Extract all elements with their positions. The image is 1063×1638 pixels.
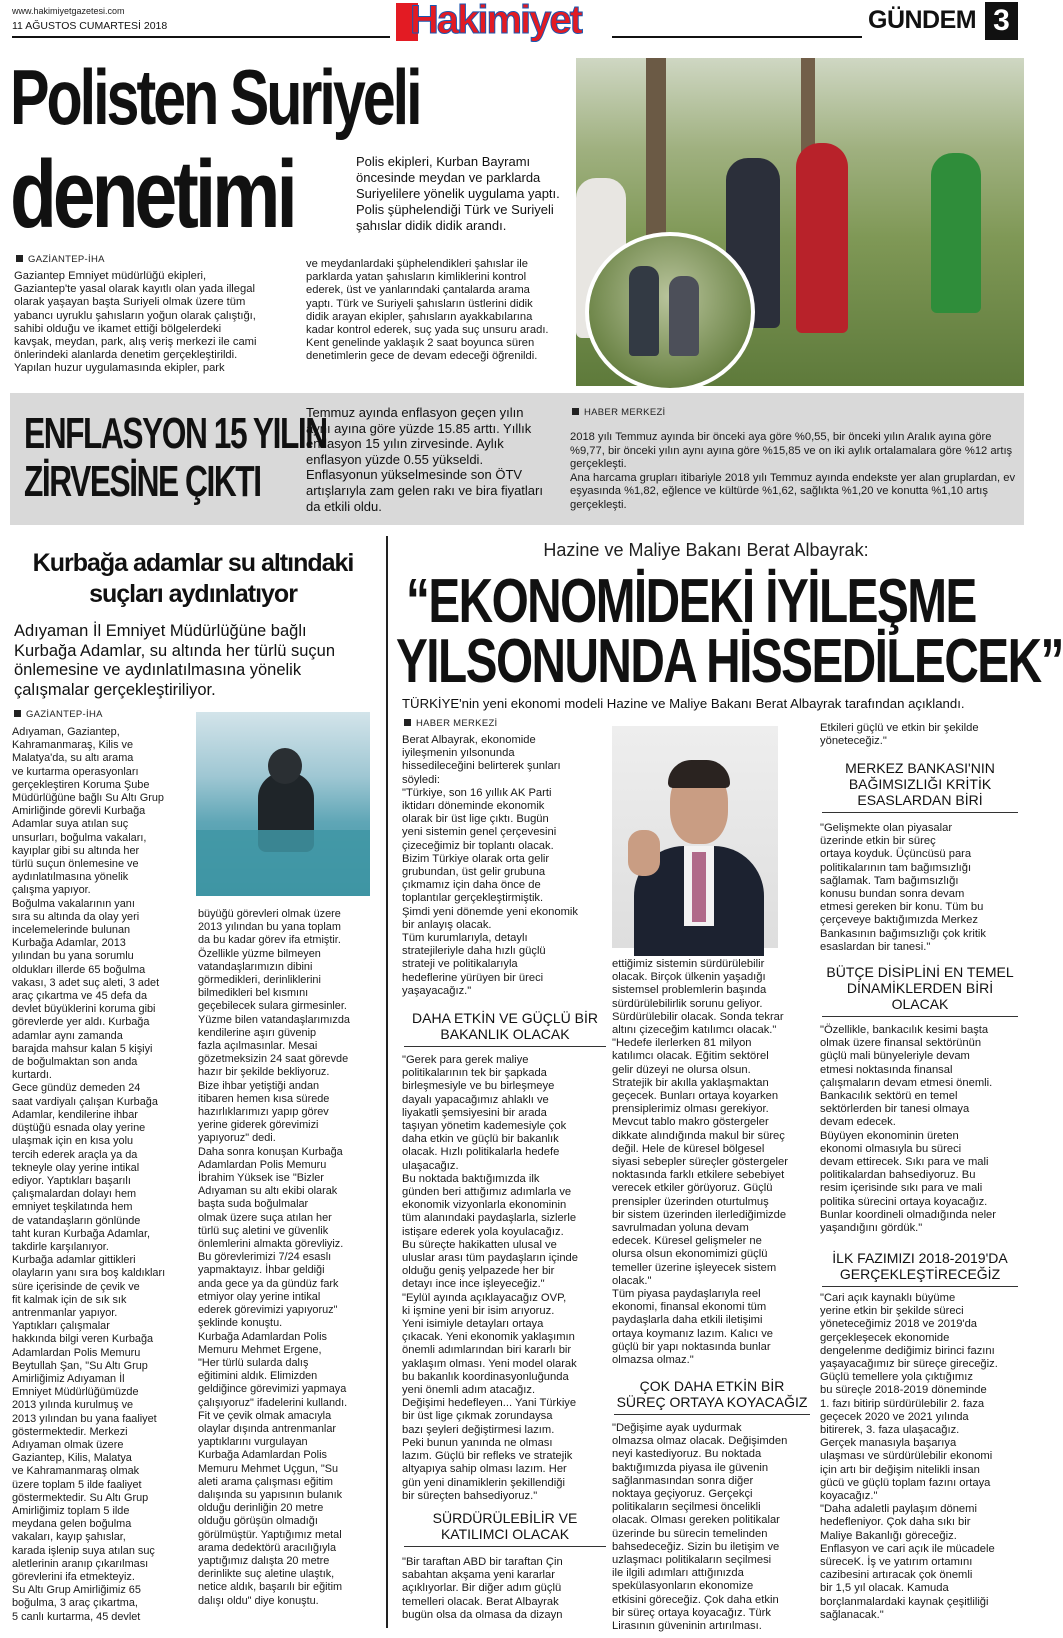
story1-headline-line2: denetimi xyxy=(10,141,294,248)
logo[interactable] xyxy=(396,0,602,44)
person-green-worker xyxy=(931,153,981,313)
person-red-shirt xyxy=(796,143,848,333)
story2-band xyxy=(10,393,1024,525)
story4-col2b: "Değişime ayak uydurmak olmazsa olmaz olacak. Değişimden neyi kastediyoruz. Bu noktada baktığımızda piyasa ile güvenin sağlanmasından sonra diğer noktaya geçiyoruz. Gerçekçi politikaların seçilmesi öncelikli olacak. Olması gereken politikalar üzerinde bu sürecin temelinden bahsedeceğiz. Sizin bu iletişim ve uzlaşmacı politikaların seçilmesi ile ilgili adımları attığınızda spekülasyonların ekonomize etkisini göreceğiz. Çok daha etkin bir süreç ortaya koyacağız. Türk Lirasının güveninin artırılması. xyxy=(612,1422,788,1633)
story3-col2: büyüğü görevleri olmak üzere 2013 yılından bu yana toplam da bu kadar görev ifa etmiştir. Özellikle yüzme bilmeyen vatandaşlarımızın dibini görmedikleri, derinliklerini bilmedikleri bel kısmını geçebilecek sulara girmesinler. Yüzme bilen vatandaşlarımızda kendilerine aşırı güvenip fazla açılmasınlar. Mesai gözetmeksizin 24 saat görevde hazır bir şekilde bekliyoruz. Bize ihbar yetiştiği andan itibaren hemen kısa sürede hazırlıklarımızı yapıp görev yerine giderek görevimizi yapıyoruz" dedi. Daha sonra konuşan Kurbağa Adamlardan Polis Memuru İbrahim Yüksek ise "Bizler Adıyaman su altı ekibi olarak başta suda boğulmalar olmak üzere suça atılan her türlü suç aletini ve güvenlik önlemlerini almakta görevliyiz. Bu görevlerimizi 7/24 esaslı yapmaktayız. İhbar geldiği anda gece ya da gündüz fark etmiyor olay yerine intikal ederek görevimizi yapıyoruz" şeklinde konuştu. Kurbağa Adamlardan Polis Memuru Mehmet Ergene, "Her türlü sularda dalış eğitimini aldık. Elimizden geldiğince görevimizi yapmaya çalışıyoruz" ifadelerini kullandı. Fit ve çevik olmak amacıyla olaylar dışında antrenmanlar yaptıklarını vurgulayan Kurbağa Adamlardan Polis Memuru Mehmet Uçgun, "Su aleti arama çalışması eğitim dalışında su yapısının bulanık olduğu derinliğin 20 metre olduğu görüşün olmadığı görülmüştür. Yaptığımız metal arama dedektörü aracılığıyla yaptığımız dalışta 20 metre derinlikte suç aletine ulaştık, netice aldık, başarılı bir eğitim dalışı oldu" diye konuştu. xyxy=(198,908,350,1607)
masthead xyxy=(0,0,1024,50)
story1-headline-line1: Polisten Suriyeli xyxy=(10,53,420,141)
story4-deck: TÜRKİYE'nin yeni ekonomi modeli Hazine ve Maliye Bakanı Berat Albayrak tarafından açıklandı. xyxy=(402,696,965,711)
story4-sub3: ÇOK DAHA ETKİN BİR SÜREÇ ORTAYA KOYACAĞIZ xyxy=(614,1378,810,1415)
story3-col1: Adıyaman, Gaziantep, Kahramanmaraş, Kilis ve Malatya'da, su altı arama ve kurtarma operasyonları gerçekleştiren Koruma Şube Müdürlüğüne bağlı Su Altı Grup Amirliğinde görevli Kurbağa Adamlar suya atılan suç unsurları, boğulma vakaları, kayıplar gibi su altında her türlü suçun önlemesine ve aydınlatılmasına yönelik çalışma yapıyor. Boğulma vakalarının yanı sıra su altında da olay yeri incelemelerinde bulunan Kurbağa Adamlar, 2013 yılından bu yana sorumlu oldukları illerde 65 boğulma vakası, 3 adet suç aleti, 3 adet araç çıkartma ve 45 defa da devlet büyüklerini koruma gibi görevlerde yer aldı. Kurbağa adamlar aynı zamanda barajda mahsur kalan 5 kişiyi de boğulmaktan son anda kurtardı. Gece gündüz demeden 24 saat vardiyalı çalışan Kurbağa Adamlar, kendilerine ihbar düştüğü esnada olay yerine ulaşmak için en kısa yolu tercih ederek araçla ya da tekneyle olay yerine intikal ediyor. Yaptıkları başarılı çalışmalardan dolayı hem emniyet teşkilatında hem de vatandaşların gönlünde taht kuran Kurbağa Adamlar, takdirle karşılanıyor. Kurbağa adamlar gittikleri olayların yanı sıra boş kaldıkları süre içerisinde de çevik ve fit kalmak için de sık sık antrenmanlar yapıyor. Yaptıkları çalışmalar hakkında bilgi veren Kurbağa Adamlardan Polis Memuru Beytullah Şan, "Su Altı Grup Amirliğimiz Adıyaman İl Emniyet Müdürlüğümüzde 2013 yılında kurulmuş ve 2013 yılından bu yana faaliyet göstermektedir. Merkezi Adıyaman olmak üzere Gaziantep, Kilis, Malatya ve Kahramanmaraş olmak üzere toplam 5 ilde faaliyet göstermektedir. Su Altı Grup Amirliğimiz toplam 5 ilde meydana gelen boğulma vakaları, kayıp şahıslar, karada işlenip suya atılan suç aletlerinin aranıp çıkarılması görevlerini ifa etmekteyiz. Su Altı Grup Amirliğimiz 65 boğulma, 3 araç çıkartma, 5 canlı kurtarma, 45 devlet xyxy=(12,726,166,1623)
story4-col2: ettiğimiz sistemin sürdürülebilir olacak. Birçok ülkenin yaşadığı sistemsel problemlerin başında sürdürülebilirlik sorunu geliyor. Sürdürülebilir olacak. Sonda tekrar altını çizeceğim katılımcı olacak." "Hedefe ilerlerken 81 milyon katılımcı olacak. Eğitim sektörel gelir düzeyi ne olursa olsun. Stratejik bir akılla yaklaşmaktan geçecek. Bunları ortaya koyarken prensiplerimiz olması gerekiyor. Mevcut tablo makro göstergeler dikkate alındığında makul bir süreç değil. Hele de küresel bölgesel siyasi sebepler süreçler göstergeler noktasında farklı etkilere sebebiyet verecek etkiler görüyoruz. Güçlü prensipler üzerinden oturtulmuş bir sistem üzerinden ilerlediğimizde savrulmadan yoluna devam edecek. Küresel gelişmeler ne olursa olsun ekonomimizi güçlü temeller üzerine işleyecek sistem olacak." Tüm piyasa paydaşlarıyla reel ekonomi, finansal ekonomi tüm paydaşlarla daha etkili iletişimi ortaya koymanız lazım. Kalıcı ve güçlü bir yapı noktasında bunlar olmazsa olmaz." xyxy=(612,958,788,1367)
story1-col2: ve meydanlardaki şüphelendikleri şahıslar ile parklarda yatan şahısların kimliklerini kontrol ederek, üst ve yanlarındaki çantalarda arama yaptı. Türk ve Suriyeli şahısların üstlerini didik didik arayan ekipler, şahısların ayakkabılarına kadar kontrol ederek, suç yada suç unsuru aradı. Kent genelinde yaklaşık 2 saat boyunca süren denetimlerin gece de devam edeceği öğrenildi. xyxy=(306,258,549,363)
story1-col1: Gaziantep Emniyet müdürlüğü ekipleri, Gaziantep'te yasal olarak kayıtlı olan yada illegal olarak yaşayan başta Suriyeli olmak üzere tüm yabancı uyruklu şahısların yoğun olarak çalıştığı, sahibi olduğu ve ikamet ettiği bölgelerdeki kavşak, meydan, park, alış veriş merkezi ile cami önlerindeki alanlarda denetim gerçekleştirildi. Yapılan huzur uygulamasında ekipler, park xyxy=(14,270,257,375)
story1-deck: Polis ekipleri, Kurban Bayramı öncesinde meydan ve parklarda Suriyelilere yönelik uygulama yaptı. Polis şüphelendiği Türk ve Suriyeli şahıslar didik didik arandı. xyxy=(356,154,560,233)
masthead-rule-right xyxy=(612,36,862,38)
story2-deck: Temmuz ayında enflasyon geçen yılın aynı ayına göre yüzde 15.85 arttı. Yıllık enflasyon 15 yılın zirvesinde. Aylık enflasyon yüzde 0.55 yükseldi. Enflasyonun yükselmesinde son ÖTV artışlarıyla zam gelen rakı ve bira fiyatları da etkili oldu. xyxy=(306,405,543,514)
website-url[interactable]: www.hakimiyetgazetesi.com xyxy=(12,6,125,16)
story4-col1c: "Bir taraftan ABD bir taraftan Çin sabahtan akşama yeni kararlar açıklıyorlar. Bir diğer adım güçlü temelleri olacak. Berat Albayrak bugün olsa da olmasa da dizayn xyxy=(402,1556,563,1621)
diver-head xyxy=(268,748,302,784)
story2-byline: HABER MERKEZİ xyxy=(572,407,666,418)
story4-sub2: SÜRDÜRÜLEBİLİR VE KATILIMCI OLACAK xyxy=(404,1510,606,1547)
logo-text: Hakimiyet xyxy=(410,0,581,42)
story4-col3c: "Özellikle, bankacılık kesimi başta olmak üzere finansal sektörünün güçlü mali bünyeleriyle devam etmesi noktasında finansal çalışmaların devam etmesi önemli. Bankacılık sektörü en temel sektörlerden bir tanesi olmaya devam edecek. Büyüyen ekonominin üreten ekonomi olmasıyla bu süreci devam ettirecek. Sıkı para ve mali politikalardan bahsediyoruz. Bu resim içerisinde sıkı para ve mali politika sürecini ortaya koyacağız. Bunlar koordineli olmadığında neler yaşandığını gördük." xyxy=(820,1024,997,1235)
masthead-rule xyxy=(12,36,390,38)
portrait-tie xyxy=(692,852,706,922)
diver-water xyxy=(196,830,370,896)
story4-photo-albayrak xyxy=(612,726,778,948)
story1-byline: GAZİANTEP-İHA xyxy=(16,254,105,265)
story3-byline: GAZİANTEP-İHA xyxy=(14,709,103,720)
page-number: 3 xyxy=(993,4,1010,37)
story1-photo-inset xyxy=(585,232,755,392)
story3-headline-line2: suçları aydınlatıyor xyxy=(89,580,297,608)
story4-kicker: Hazine ve Maliye Bakanı Berat Albayrak: xyxy=(543,540,869,560)
story3-headline-line1: Kurbağa adamlar su altındaki xyxy=(32,549,354,577)
story4-sub4: MERKEZ BANKASI'NIN BAĞIMSIZLIĞI KRİTİK ESASLARDAN BİRİ xyxy=(822,760,1018,813)
story3-photo-diver xyxy=(196,712,370,896)
story2-headline-line2: ZİRVESİNE ÇIKTI xyxy=(24,457,261,506)
page-number-box xyxy=(985,2,1018,40)
inset-person-2 xyxy=(669,276,699,356)
section-label: GÜNDEM xyxy=(868,6,977,34)
story4-col1b: "Gerek para gerek maliye politikalarının tek bir şapkada birleşmesiyle ve bu birleşmeye dayalı yapacağımız ahlaklı ve liyakatli şemsiyesini bir arada taşıyan yönetim kademesiyle çok daha etkin ve güçlü bir bakanlık olacak. Hızlı politikalarla hedefe ulaşacağız. Bu noktada baktığımızda ilk günden beri attığımız adımlarla ve ekonomik vizyonlarla ekonominin tüm alanındaki paydaşlarla, sizlerle istişare ederek yola koyulacağız. Bu süreçte hakikatten ulusal ve uluslar arası tüm paydaşların içinde olduğu geniş yelpazede her bir detayı ince ince işleyeceğiz." "Eylül ayında açıklayacağız OVP, ki işmine yeni bir isim arıyoruz. Yeni isimiyle detayları ortaya çıkacak. Yeni ekonomik yaklaşımın önemli adımlarından biri kararlı bir yaklaşım olması. Yeni model olarak bu bakanlık koordinasyonluğunda yeni önemli adım atacağız. Değişimi hedefleyen... Yani Türkiye bir üst lige çıkmak zorundaysa bazı şeyleri değiştirmesi lazım. Peki bunun yanında ne olması lazım. Güçlü bir refleks ve stratejik altyapıya sahip olması lazım. Her gün yeni dinamiklerin şekillendiği bir süreçten bahsediyoruz." xyxy=(402,1054,578,1502)
story4-sub6: İLK FAZIMIZI 2018-2019'DA GERÇEKLEŞTİRECEĞİZ xyxy=(822,1250,1018,1287)
story4-sub1: DAHA ETKİN VE GÜÇLÜ BİR BAKANLIK OLACAK xyxy=(404,1010,606,1047)
story4-headline-line2: YILSONUNDA HİSSEDİLECEK” xyxy=(396,627,1063,696)
story4-col3a: Etkileri güçlü ve etkin bir şekilde yöneteceğiz." xyxy=(820,722,979,748)
portrait-hand xyxy=(628,830,660,876)
inset-person xyxy=(629,266,659,356)
story4-headline-line1: “EKONOMİDEKİ İYİLEŞME xyxy=(406,567,976,636)
story4-byline: HABER MERKEZİ xyxy=(404,718,498,729)
portrait-hair xyxy=(668,760,730,788)
story2-body: 2018 yılı Temmuz ayında bir önceki aya göre %0,55, bir önceki yılın Aralık ayına göre %9,77, bir önceki yılın aynı ayına göre %15,85 ve on iki aylık ortalamalara göre %12 artış gerçekleşti. Ana harcama grupları itibariyle 2018 yılı Temmuz ayında endekste yer alan gruplardan, ev eşyasında %1,82, eğlence ve kültürde %1,62, sağlıkta %1,20 ve konutta %1,10 artış gerçekleşti. xyxy=(570,431,1016,511)
story3-deck: Adıyaman İl Emniyet Müdürlüğüne bağlı Kurbağa Adamlar, su altında her türlü suçun önlemesine ve aydınlatılmasına yönelik çalışmalar gerçekleştiriliyor. xyxy=(14,622,336,699)
story4-col3d: "Cari açık kaynaklı büyüme yerine etkin bir şekilde süreci yöneteceğimiz 2018 ve 2019'da gerçekleşecek ekonomide dengelenme dediğimiz birinci fazını yaşayacağımız bir süreçe gireceğiz. Güçlü temellere yola çıktığımız bu süreçle 2018-2019 döneminde 1. fazı bitirip sürdürülebilir 2. faza geçecek 2020 ve 2021 yılında bitirerek, 3. faza ulaşacağız. Gerçek manasıyla başarıya ulaşması ve sürdürülebilir ekonomi için artı bir değişim nitelikli insan gücü ve güçlü toplam fazını ortaya koyacağız." "Daha adaletli paylaşım dönemi hedefleniyor. Çok daha sıkı bir Maliye Bakanlığı göreceğiz. Enflasyon ve cari açık ile mücadele süreceK. İş ve yatırım ortamını cazibesini artıracak çok önemli bir 1,5 yıl olacak. Kamuda borçlanmalardaki kaynak çeşitliliği sağlanacak." xyxy=(820,1292,998,1621)
issue-date: 11 AĞUSTOS CUMARTESİ 2018 xyxy=(12,20,168,32)
column-divider xyxy=(386,536,388,1628)
story4-col1a: Berat Albayrak, ekonomide iyileşmenin yılsonunda hissedileceğini belirterek şunları söyledi: "Türkiye, son 16 yıllık AK Parti iktidarı döneminde ekonomik olarak bir üst lige çıktı. Bugün yeni sistemin genel çerçevesini çizeceğimiz bir toplantı olacak. Bizim Türkiye olarak orta gelir grubundan, üst gelir grubuna çıkmamız için daha önce de toplantılar gerçekleştirmiştik. Şimdi yeni dönemde yeni ekonomik bir anlayış olacak. Tüm kurumlarıyla, detaylı stratejileriyle daha hızlı güçlü strateji ve politikalarıyla hedeflerine yürüyen bir üreci yaşayacağız." xyxy=(402,734,578,997)
story2-headline-line1: ENFLASYON 15 YILIN xyxy=(24,409,327,458)
story4-sub5: BÜTÇE DİSİPLİNİ EN TEMEL DİNAMİKLERDEN BİRİ OLACAK xyxy=(822,964,1018,1017)
story4-col3b: "Gelişmekte olan piyasalar üzerinde etkin bir süreç ortaya koyduk. Üçüncüsü para politikalarının tam bağımsızlığı sağlamak. Tam bağımsızlığı konusu bundan sonra devam etmesi gereken bir konu. Tüm bu çerçeveye baktığımızda Merkez Bankasının bağımsızlığı çok kritik esaslardan bir tanesi." xyxy=(820,822,987,953)
